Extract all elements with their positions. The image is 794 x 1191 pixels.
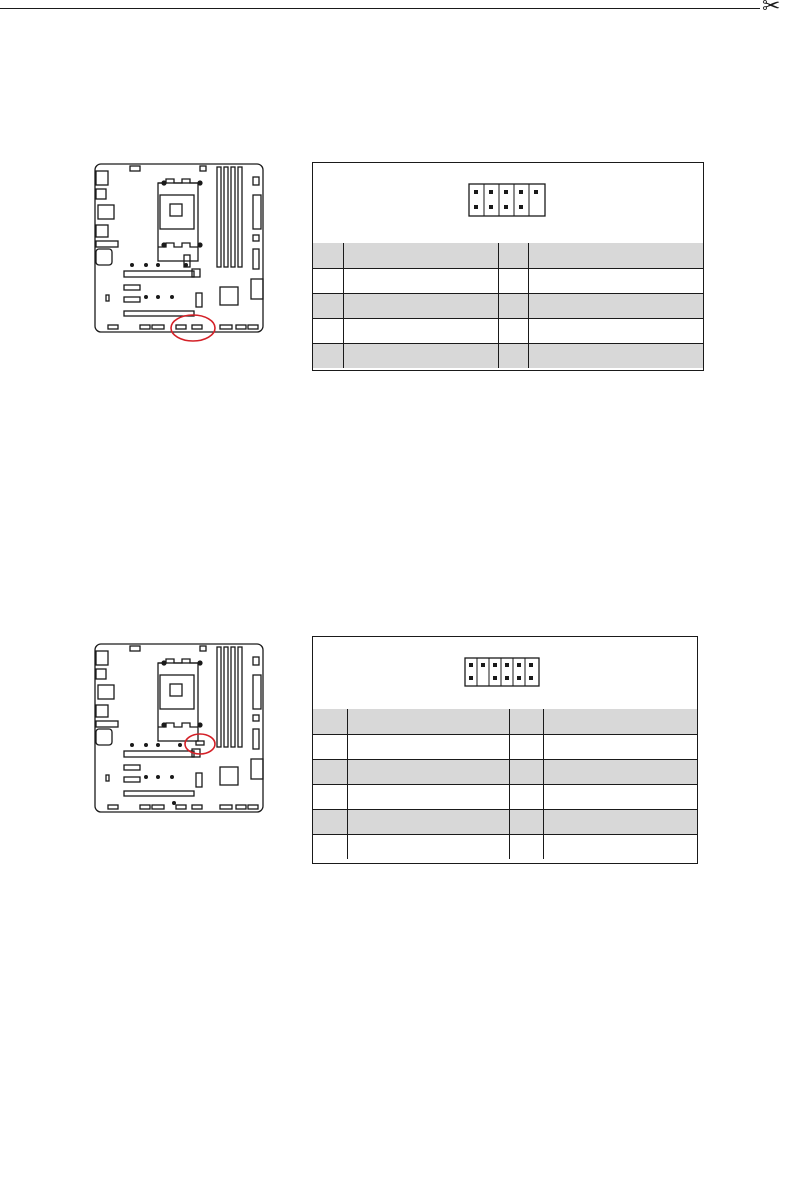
table-row [313, 709, 697, 734]
pinout-panel-2 [312, 636, 698, 864]
pin-table-1 [313, 243, 703, 368]
table-row [313, 809, 697, 834]
pin-header-2x6-icon [464, 657, 544, 689]
table-row [313, 734, 697, 759]
motherboard-diagram-2 [94, 641, 266, 817]
table-row [313, 243, 703, 268]
scissors-icon: ✂ [762, 0, 781, 19]
pinout-panel-1 [312, 162, 704, 371]
table-row [313, 318, 703, 343]
cut-line [0, 8, 760, 9]
pin-table-2 [313, 709, 697, 859]
pin-header-2x5-icon [468, 183, 548, 219]
table-row [313, 759, 697, 784]
table-row [313, 343, 703, 368]
motherboard-diagram-1 [94, 161, 266, 343]
table-row [313, 834, 697, 859]
table-row [313, 268, 703, 293]
motherboard-layout-icon [94, 641, 266, 817]
table-row [313, 293, 703, 318]
table-row [313, 784, 697, 809]
highlight-circle-icon [171, 315, 215, 341]
motherboard-layout-icon [94, 161, 266, 343]
